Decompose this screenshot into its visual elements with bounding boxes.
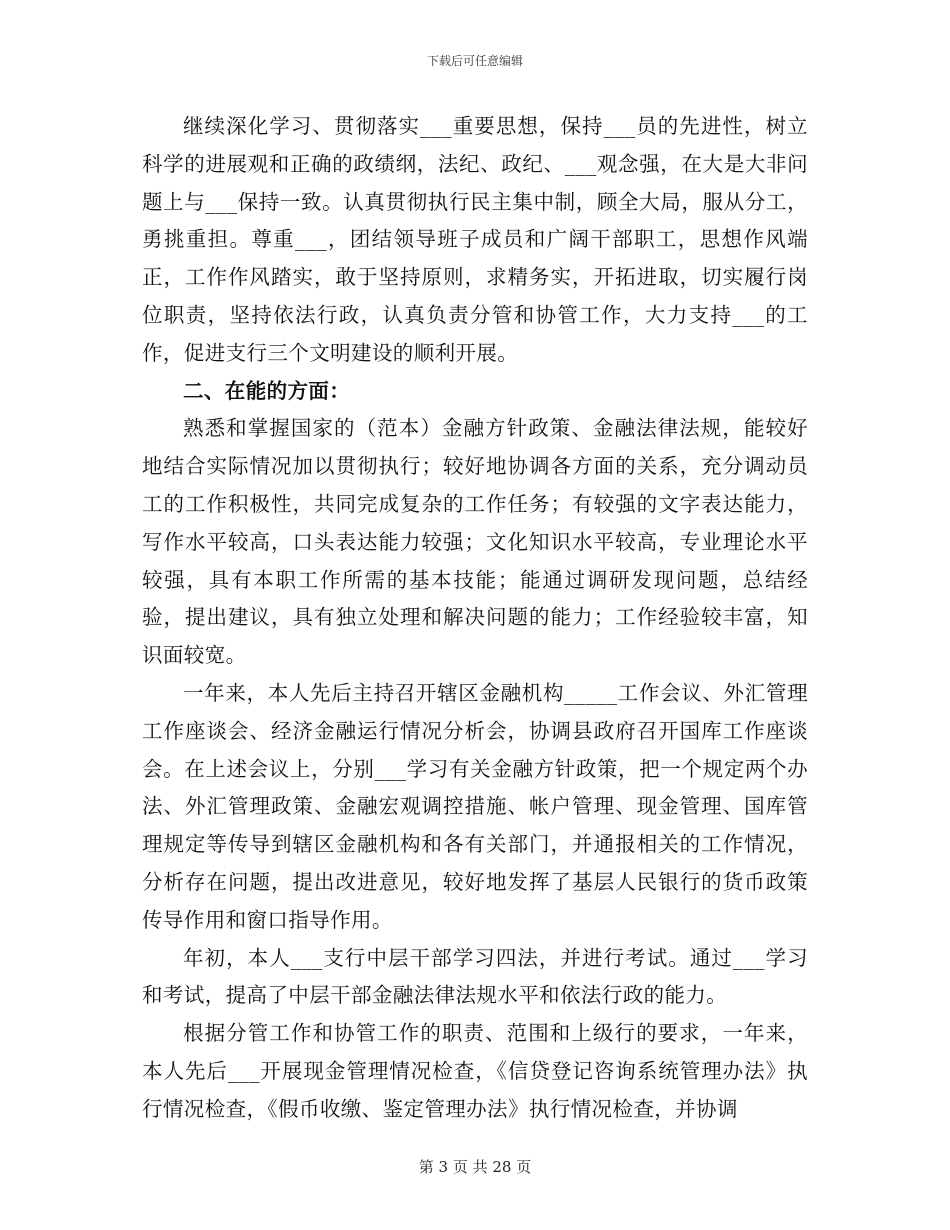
section-heading-ability: 二、在能的方面：	[183, 378, 351, 403]
paragraph-meetings: 一年来，本人先后主持召开辖区金融机构_____工作会议、外汇管理工作座谈会、经济金融运行情况分析会，协调县政府召开国库工作座谈会。在上述会议上，分别___学习有关金融方针政策，把一个规定两个办法、外汇管理政策、金融宏观调控措施、帐户管理、现金管理、国库管理规定等传导到辖区金融机构和各有关部门，并通报相关的工作情况，分析存在问题，提出改进意见，较好地发挥了基层人民银行的货币政策传导作用和窗口指导作用。	[142, 680, 808, 932]
paragraph-ability: 熟悉和掌握国家的（范本）金融方针政策、金融法律法规，能较好地结合实际情况加以贯彻执行；较好地协调各方面的关系，充分调动员工的工作积极性，共同完成复杂的工作任务；有较强的文字表达能力，写作水平较高，口头表达能力较强；文化知识水平较高，专业理论水平较强，具有本职工作所需的基本技能；能通过调研发现问题，总结经验，提出建议，具有独立处理和解决问题的能力；工作经验较丰富，知识面较宽。	[142, 416, 808, 668]
paragraph-inspections: 根据分管工作和协管工作的职责、范围和上级行的要求，一年来，本人先后___开展现金管理情况检查，《信贷登记咨询系统管理办法》执行情况检查，《假币收缴、鉴定管理办法》执行情况检查，并协调	[142, 1021, 808, 1121]
document-body	[142, 108, 808, 1129]
page-number: 第 3 页 共 28 页	[418, 1158, 532, 1176]
page-header-note: 下载后可任意编辑	[426, 54, 523, 68]
paragraph-study-exam: 年初，本人___支行中层干部学习四法，并进行考试。通过___学习和考试，提高了中层干部金融法律法规水平和依法行政的能力。	[142, 945, 808, 1008]
paragraph-political-thought: 继续深化学习、贯彻落实___重要思想，保持___员的先进性，树立科学的进展观和正确的政绩纲，法纪、政纪、___观念强，在大是大非问题上与___保持一致。认真贯彻执行民主集中制，顾全大局，服从分工，勇挑重担。尊重___，团结领导班子成员和广阔干部职工，思想作风端正，工作作风踏实，敢于坚持原则，求精务实，开拓进取，切实履行岗位职责，坚持依法行政，认真负责分管和协管工作，大力支持___的工作，促进支行三个文明建设的顺利开展。	[142, 114, 808, 365]
